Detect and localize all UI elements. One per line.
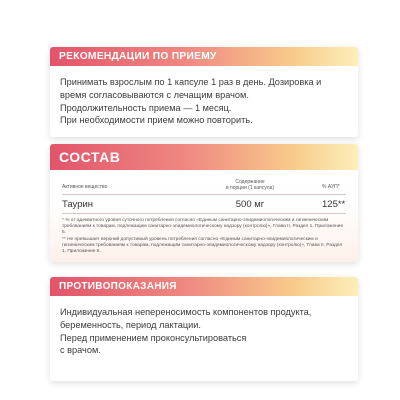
contraindications-card	[50, 277, 358, 381]
row-ingredient-amount: 500 мг	[235, 199, 265, 210]
row-ingredient-percent: 125**	[322, 199, 346, 210]
header-amount-line: Содержание	[235, 179, 265, 185]
composition-table	[50, 170, 358, 262]
footnote: ** Не превышает верхний допустимый уровень потребления согласно «Единым санитарно-эпидемиологическим и гигиеническим требованиям к товарам, подлежащим санитарно-эпидемиологическому надзору (контролю)», Глава II, Раздел 1, Приложение 5.	[62, 237, 343, 255]
row-ingredient-name: Таурин	[62, 199, 94, 210]
recommendations-line: Продолжительность приема — 1 месяц.	[60, 102, 232, 113]
recommendations-line: время согласовываются с лечащим врачом.	[60, 89, 249, 100]
contraindications-text	[60, 306, 348, 357]
header-ingredient: Активное вещество	[62, 184, 108, 190]
contraindications-line: Перед применением проконсультироваться	[60, 332, 247, 343]
contraindications-line: с врачом.	[60, 345, 101, 356]
composition-title: СОСТАВ	[50, 144, 358, 170]
header-amount	[210, 179, 290, 191]
composition-card	[50, 144, 358, 262]
footnote: * % от адекватного уровня суточного потребления согласно «Единым санитарно-эпидемиологическим и гигиеническим требованиям к товарам, подлежащим санитарно-эпидемиологическому надзору (контролю)», Глава II, Раздел 1, Приложение 5.	[62, 218, 344, 236]
contraindications-body	[50, 296, 358, 357]
recommendations-title: РЕКОМЕНДАЦИИ ПО ПРИЕМУ	[50, 47, 358, 66]
header-percent: % АУП*	[322, 184, 340, 190]
recommendations-text	[60, 76, 348, 127]
contraindications-line: беременность, период лактации.	[60, 319, 201, 330]
recommendations-card	[50, 47, 358, 137]
recommendations-line: Принимать взрослым по 1 капсуле 1 раз в день. Дозировка и	[60, 77, 322, 87]
contraindications-title: ПРОТИВОПОКАЗАНИЯ	[50, 277, 358, 296]
table-divider	[62, 213, 346, 214]
header-amount-line: в порции (1 капсула)	[225, 185, 275, 191]
contraindications-line: Индивидуальная непереносимость компонентов продукта,	[60, 307, 312, 317]
recommendations-line: При необходимости прием можно повторить.	[60, 115, 253, 126]
recommendations-body	[50, 66, 358, 127]
table-divider	[62, 194, 346, 195]
